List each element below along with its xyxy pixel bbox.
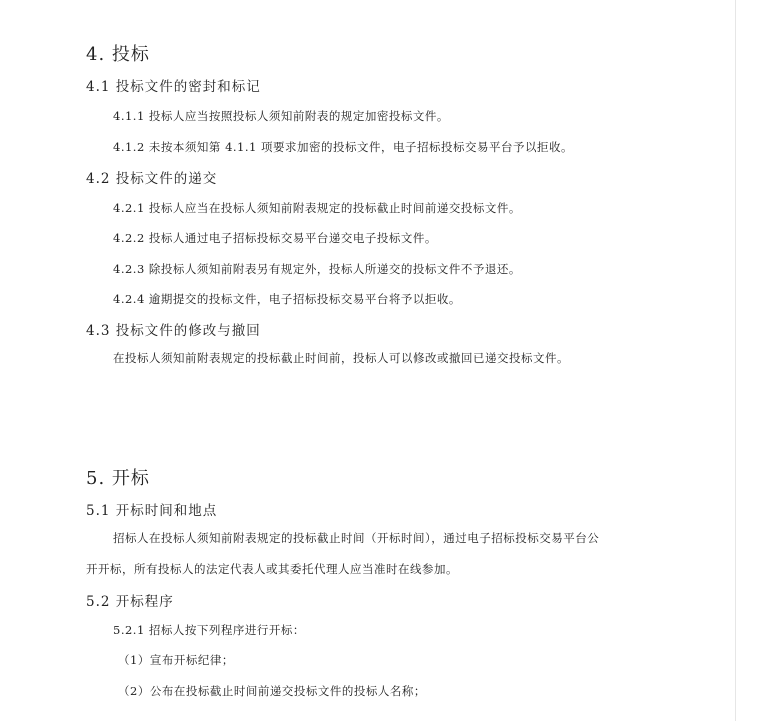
section-4-3-heading: 4.3 投标文件的修改与撤回	[86, 323, 261, 339]
section-5-1-heading: 5.1 开标时间和地点	[86, 503, 218, 519]
section-5-2-heading: 5.2 开标程序	[86, 594, 174, 610]
clause-5-1-line1: 招标人在投标人须知前附表规定的投标截止时间（开标时间），通过电子招标投标交易平台公	[113, 531, 600, 545]
clause-4-2-2: 4.2.2 投标人通过电子招标投标交易平台递交电子投标文件。	[113, 231, 437, 245]
step-2: （2）公布在投标截止时间前递交投标文件的投标人名称；	[118, 684, 426, 698]
clause-4-2-4: 4.2.4 逾期提交的投标文件，电子招标投标交易平台将予以拒收。	[113, 292, 461, 306]
clause-4-1-1: 4.1.1 投标人应当按照投标人须知前附表的规定加密投标文件。	[113, 109, 449, 123]
section-4-2-heading: 4.2 投标文件的递交	[86, 171, 218, 187]
step-1: （1）宣布开标纪律；	[118, 653, 234, 667]
clause-5-1-line2: 开开标，所有投标人的法定代表人或其委托代理人应当准时在线参加。	[86, 562, 458, 576]
clause-4-3-text: 在投标人须知前附表规定的投标截止时间前，投标人可以修改或撤回已递交投标文件。	[113, 351, 569, 365]
section-5-title: 5. 开标	[86, 468, 150, 489]
clause-4-2-1: 4.2.1 投标人应当在投标人须知前附表规定的投标截止时间前递交投标文件。	[113, 201, 521, 215]
section-4-1-heading: 4.1 投标文件的密封和标记	[86, 79, 261, 95]
clause-4-2-3: 4.2.3 除投标人须知前附表另有规定外，投标人所递交的投标文件不予退还。	[113, 262, 521, 276]
clause-4-1-2: 4.1.2 未按本须知第 4.1.1 项要求加密的投标文件，电子招标投标交易平台予以拒收。	[113, 140, 573, 154]
section-4-title: 4. 投标	[86, 44, 150, 65]
clause-5-2-1: 5.2.1 招标人按下列程序进行开标：	[113, 623, 305, 637]
